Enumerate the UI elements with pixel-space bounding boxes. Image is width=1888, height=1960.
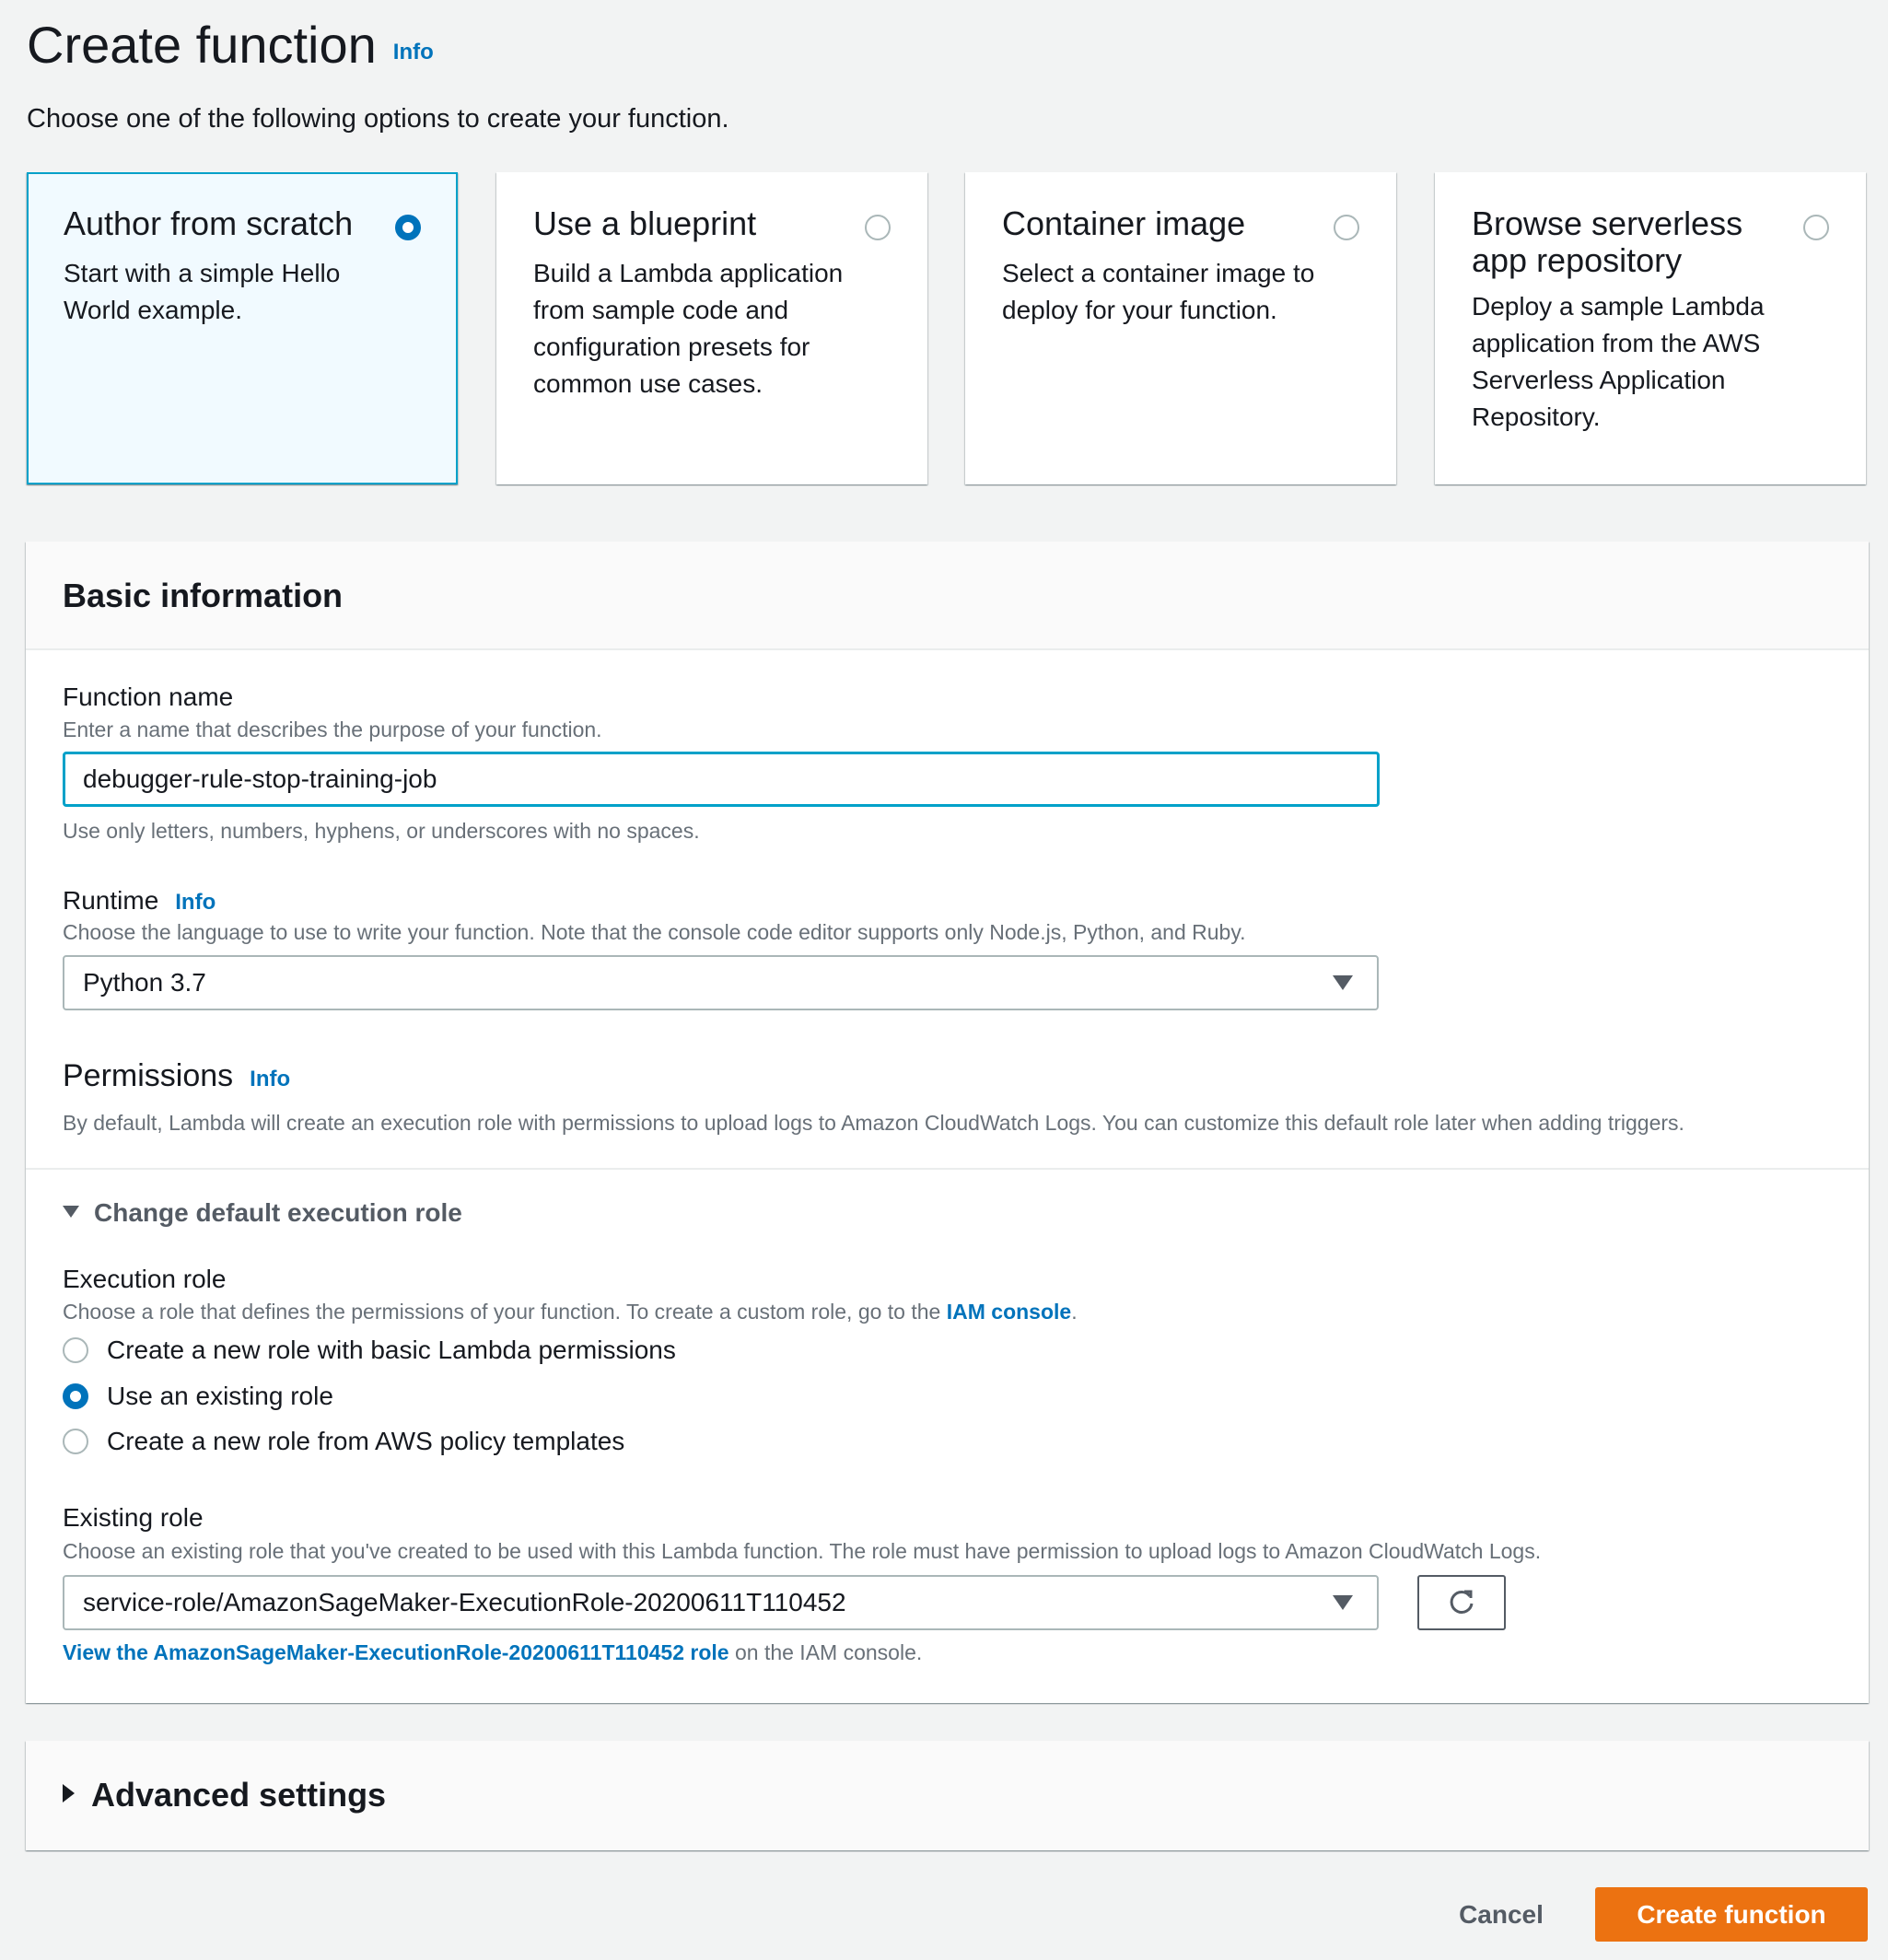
option-card-use-a-blueprint[interactable] [496, 172, 927, 484]
runtime-label-text: Runtime [63, 886, 159, 915]
radio-use-existing-role[interactable] [63, 1382, 333, 1411]
option-description: Select a container image to deploy for your function. [1002, 259, 1315, 324]
function-name-value: debugger-rule-stop-training-job [83, 764, 437, 793]
page-subtitle: Choose one of the following options to create your function. [27, 104, 729, 134]
option-radio-icon[interactable] [1334, 215, 1359, 240]
refresh-roles-button[interactable] [1417, 1575, 1506, 1630]
radio-label: Use an existing role [107, 1382, 333, 1410]
toggle-label: Change default execution role [94, 1198, 462, 1227]
radio-icon[interactable] [63, 1429, 88, 1454]
option-radio-selected-icon[interactable] [395, 215, 421, 240]
execution-role-description [63, 1298, 1078, 1325]
runtime-value: Python 3.7 [83, 968, 206, 997]
page-info-link[interactable]: Info [392, 40, 434, 64]
radio-label: Create a new role from AWS policy templates [107, 1427, 625, 1455]
page-title-text: Create function [27, 16, 377, 74]
panel-heading: Basic information [63, 577, 344, 614]
option-title: Author from scratch [64, 204, 354, 242]
advanced-settings-label: Advanced settings [91, 1776, 387, 1814]
runtime-description: Choose the language to use to write your function. Note that the console code editor supports only Node.js, Python, and Ruby. [63, 920, 1246, 944]
permissions-info-link[interactable]: Info [250, 1067, 291, 1091]
option-title: Container image [1002, 204, 1246, 242]
caret-down-icon [63, 1206, 79, 1218]
iam-console-link[interactable]: IAM console [946, 1300, 1072, 1324]
option-title: Browse serverless app repository [1472, 204, 1743, 279]
function-name-constraint: Use only letters, numbers, hyphens, or underscores with no spaces. [63, 819, 700, 843]
radio-create-from-policy-templates[interactable] [63, 1427, 624, 1456]
panel-header [26, 542, 1869, 650]
function-name-description: Enter a name that describes the purpose of your function. [63, 718, 602, 741]
radio-label: Create a new role with basic Lambda permissions [107, 1336, 676, 1364]
function-name-input[interactable] [63, 752, 1380, 807]
radio-create-basic-role[interactable] [63, 1336, 676, 1365]
description-suffix: . [1071, 1300, 1078, 1324]
caret-down-icon [1333, 1595, 1353, 1610]
option-description: Start with a simple Hello World example. [64, 259, 341, 324]
basic-information-panel [26, 542, 1869, 1703]
refresh-icon [1446, 1587, 1477, 1618]
option-description: Deploy a sample Lambda application from the AWS Serverless Application Repository. [1472, 292, 1765, 431]
cancel-button[interactable]: Cancel [1459, 1899, 1544, 1929]
option-description: Build a Lambda application from sample code and configuration presets for common use cases. [533, 259, 844, 398]
radio-selected-icon[interactable] [63, 1383, 88, 1409]
permissions-description: By default, Lambda will create an execution role with permissions to upload logs to Amazon CloudWatch Logs. You can customize this default role later when adding triggers. [63, 1111, 1684, 1135]
create-function-button[interactable]: Create function [1595, 1887, 1868, 1942]
caret-right-icon [63, 1784, 75, 1802]
execution-role-label: Execution role [63, 1265, 227, 1293]
runtime-info-link[interactable]: Info [175, 890, 216, 915]
view-role-link[interactable]: View the AmazonSageMaker-ExecutionRole-20200611T110452 role [63, 1640, 729, 1664]
change-default-execution-role-toggle[interactable] [63, 1198, 462, 1228]
advanced-settings-toggle[interactable] [63, 1776, 386, 1814]
view-role-line [63, 1639, 922, 1666]
advanced-settings-panel[interactable] [26, 1741, 1869, 1850]
existing-role-select[interactable] [63, 1575, 1379, 1630]
runtime-label [63, 885, 216, 918]
runtime-select[interactable] [63, 955, 1379, 1010]
section-divider [26, 1168, 1869, 1170]
option-card-browse-serverless-app-repository[interactable] [1435, 172, 1866, 484]
option-card-author-from-scratch[interactable] [27, 172, 458, 484]
existing-role-label: Existing role [63, 1503, 204, 1532]
option-radio-icon[interactable] [1803, 215, 1829, 240]
function-name-label: Function name [63, 682, 234, 711]
description-text: Choose a role that defines the permissions of your function. To create a custom role, go to the [63, 1300, 947, 1324]
option-card-container-image[interactable] [965, 172, 1396, 484]
permissions-label-text: Permissions [63, 1058, 234, 1093]
view-role-suffix: on the IAM console. [728, 1640, 923, 1664]
existing-role-value: service-role/AmazonSageMaker-ExecutionRole-20200611T110452 [83, 1588, 846, 1616]
radio-icon[interactable] [63, 1337, 88, 1363]
option-radio-icon[interactable] [865, 215, 891, 240]
page-title [27, 13, 434, 85]
permissions-label [63, 1057, 290, 1098]
option-title: Use a blueprint [533, 204, 757, 242]
existing-role-description: Choose an existing role that you've created to be used with this Lambda function. The role must have permission to upload logs to Amazon CloudWatch Logs. [63, 1539, 1542, 1563]
caret-down-icon [1333, 975, 1353, 990]
